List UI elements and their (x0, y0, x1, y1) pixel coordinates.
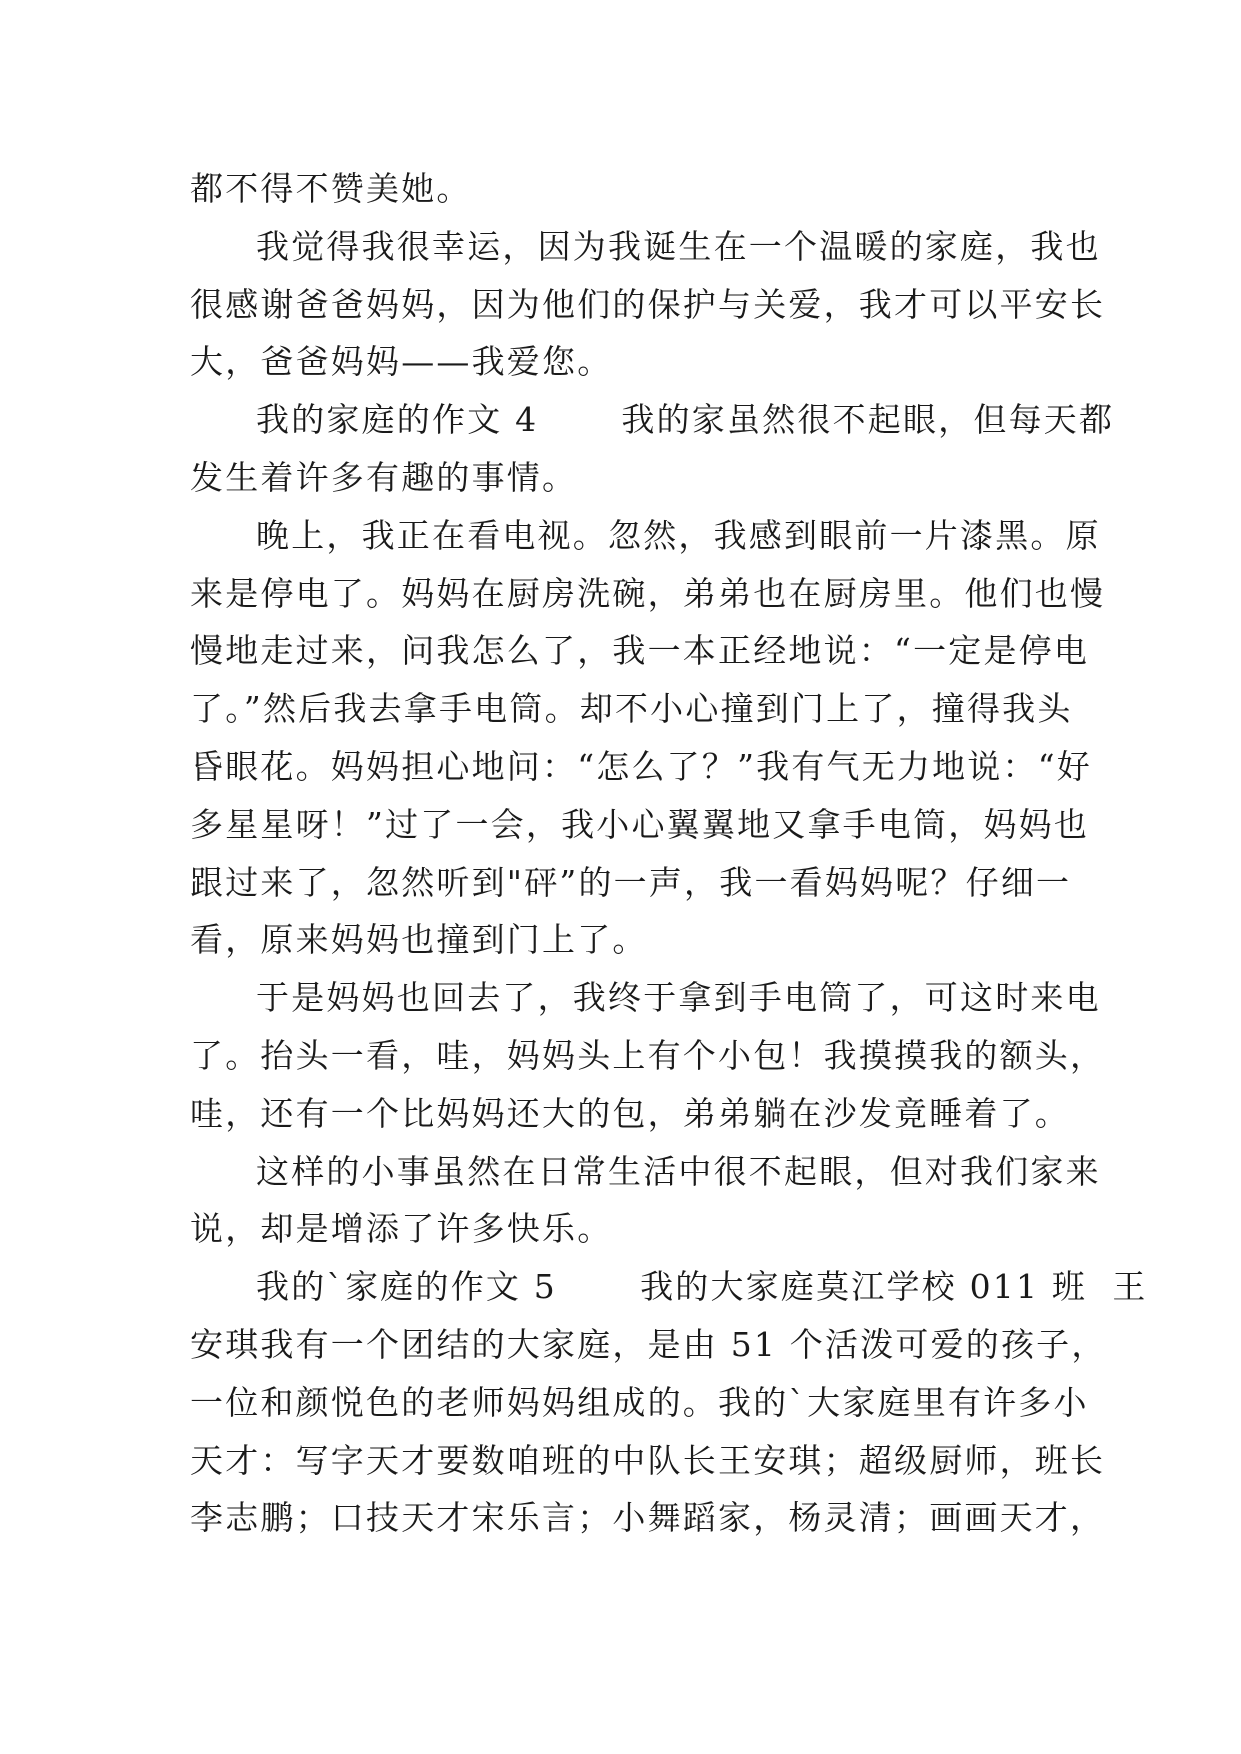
text-line: 一位和颜悦色的老师妈妈组成的。我的`大家庭里有许多小 (190, 1382, 1089, 1422)
text-line: 我觉得我很幸运，因为我诞生在一个温暖的家庭，我也 (256, 226, 1101, 266)
text-line: 慢地走过来，问我怎么了，我一本正经地说：“一定是停电 (190, 631, 1090, 671)
text-line: 这样的小事虽然在日常生活中很不起眼，但对我们家来 (256, 1151, 1101, 1191)
text-line: 跟过来了，忽然听到"砰”的一声，我一看妈妈呢？仔细一 (190, 862, 1072, 902)
text-line: 说，却是增添了许多快乐。 (190, 1209, 613, 1249)
text-line: 安琪我有一个团结的大家庭，是由 51 个活泼可爱的孩子， (190, 1324, 1107, 1364)
text-line: 来是停电了。妈妈在厨房洗碗，弟弟也在厨房里。他们也慢 (190, 573, 1106, 613)
text-line: 了。”然后我去拿手电筒。却不小心撞到门上了，撞得我头 (190, 689, 1073, 729)
text-line: 发生着许多有趣的事情。 (190, 457, 578, 497)
text-line: 很感谢爸爸妈妈，因为他们的保护与关爱，我才可以平安长 (190, 284, 1106, 324)
text-line: 了。抬头一看，哇，妈妈头上有个小包！我摸摸我的额头， (190, 1035, 1106, 1075)
text-line: 李志鹏；口技天才宋乐言；小舞蹈家，杨灵清；画画天才， (190, 1498, 1106, 1538)
text-line: 看，原来妈妈也撞到门上了。 (190, 920, 648, 960)
text-line: 天才：写字天才要数咱班的中队长王安琪；超级厨师，班长 (190, 1440, 1106, 1480)
text-line: 我的家庭的作文 4 我的家虽然很不起眼，但每天都 (256, 400, 1115, 440)
text-line: 于是妈妈也回去了，我终于拿到手电筒了，可这时来电 (256, 978, 1101, 1018)
text-line: 我的`家庭的作文 5 我的大家庭莫江学校 011 班 王 (256, 1267, 1148, 1307)
document-body (190, 160, 1148, 1547)
text-line: 大，爸爸妈妈——我爱您。 (190, 342, 613, 382)
text-line: 都不得不赞美她。 (190, 169, 472, 208)
text-line: 晚上，我正在看电视。忽然，我感到眼前一片漆黑。原 (256, 515, 1101, 555)
text-line: 多星星呀！”过了一会，我小心翼翼地又拿手电筒，妈妈也 (190, 804, 1090, 844)
text-line: 哇，还有一个比妈妈还大的包，弟弟躺在沙发竟睡着了。 (190, 1093, 1070, 1133)
text-line: 昏眼花。妈妈担心地问：“怎么了？”我有气无力地说：“好 (190, 746, 1093, 786)
